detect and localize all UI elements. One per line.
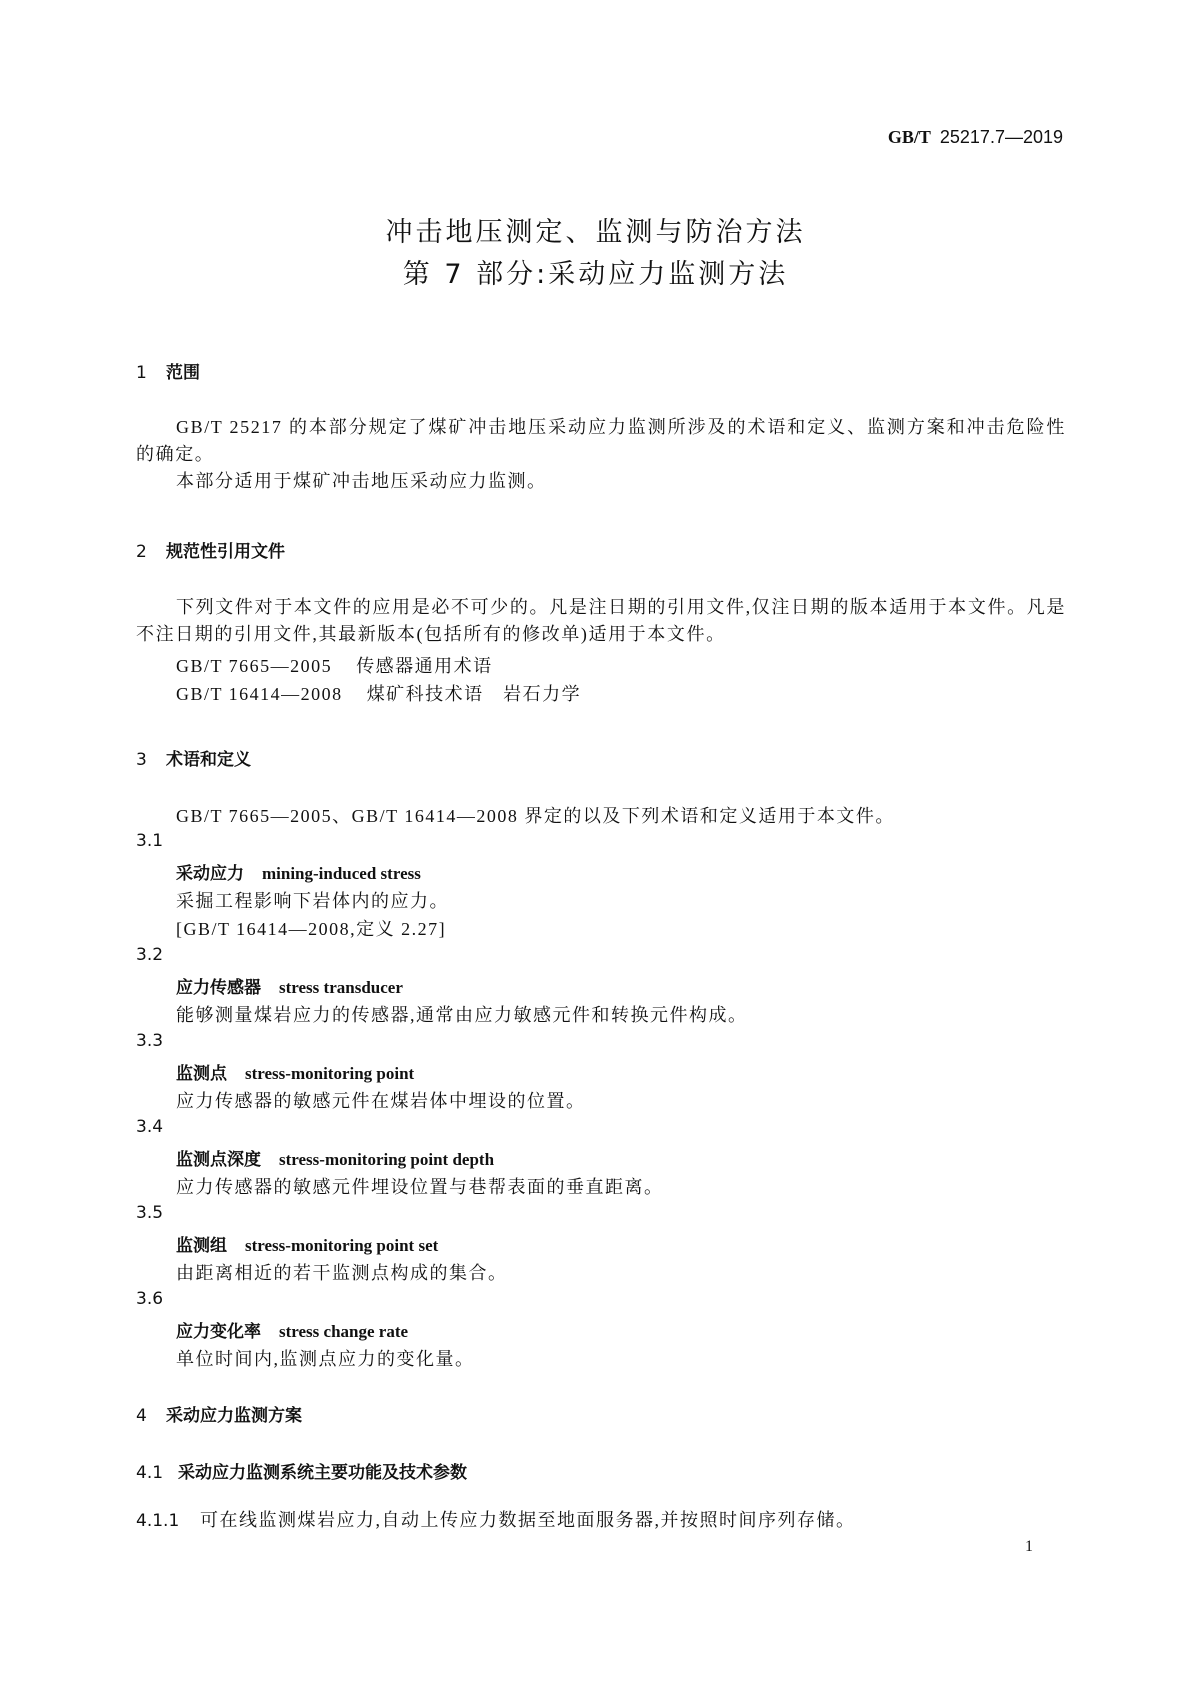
standard-code: 25217.7—2019	[939, 127, 1063, 147]
normative-refs-paragraph: 下列文件对于本文件的应用是必不可少的。凡是注日期的引用文件,仅注日期的版本适用于本文件。凡是不注日期的引用文件,其最新版本(包括所有的修改单)适用于本文件。	[136, 597, 1066, 644]
term-number: 3.2	[136, 945, 164, 965]
page-number: 1	[1025, 1538, 1033, 1555]
term-definition: 单位时间内,监测点应力的变化量。	[176, 1349, 475, 1369]
standard-number	[0, 127, 1063, 148]
term-number: 3.4	[136, 1117, 164, 1137]
term-number: 3.3	[136, 1031, 164, 1051]
term-heading: 监测点深度 stress-monitoring point depth	[176, 1150, 495, 1170]
term-definition: 应力传感器的敏感元件埋设位置与巷帮表面的垂直距离。	[176, 1177, 664, 1197]
document-title-line2: 第 7 部分:采动应力监测方法	[402, 259, 789, 290]
document-title-line1: 冲击地压测定、监测与防治方法	[385, 217, 806, 248]
terms-intro: GB/T 7665—2005、GB/T 16414—2008 界定的以及下列术语和定义适用于本文件。	[176, 806, 895, 826]
clause-4-1-1: 4.1.1 可在线监测煤岩应力,自动上传应力数据至地面服务器,并按照时间序列存储。	[136, 1510, 856, 1531]
term-number: 3.5	[136, 1203, 164, 1223]
scope-applicability: 本部分适用于煤矿冲击地压采动应力监测。	[176, 471, 547, 491]
term-heading: 采动应力 mining-induced stress	[176, 864, 421, 884]
section-heading-2: 2 规范性引用文件	[136, 542, 285, 562]
term-definition: 由距离相近的若干监测点构成的集合。	[176, 1263, 508, 1283]
section-heading-3: 3 术语和定义	[136, 750, 251, 770]
reference-item: GB/T 7665—2005 传感器通用术语	[176, 656, 493, 676]
term-heading: 监测点 stress-monitoring point	[176, 1064, 415, 1084]
term-heading: 应力变化率 stress change rate	[176, 1322, 409, 1342]
section-heading-4: 4 采动应力监测方案	[136, 1406, 302, 1426]
standard-prefix: GB/T	[887, 127, 931, 147]
term-heading: 应力传感器 stress transducer	[176, 978, 403, 998]
section-heading-1: 1 范围	[136, 363, 200, 383]
term-source: [GB/T 16414—2008,定义 2.27]	[176, 919, 447, 939]
term-number: 3.1	[136, 831, 164, 851]
scope-paragraph: GB/T 25217 的本部分规定了煤矿冲击地压采动应力监测所涉及的术语和定义、监测方案和冲击危险性的确定。	[136, 417, 1066, 464]
term-definition: 能够测量煤岩应力的传感器,通常由应力敏感元件和转换元件构成。	[176, 1005, 748, 1025]
term-definition: 应力传感器的敏感元件在煤岩体中埋设的位置。	[176, 1091, 586, 1111]
term-definition: 采掘工程影响下岩体内的应力。	[176, 891, 449, 911]
subsection-heading-4-1: 4.1 采动应力监测系统主要功能及技术参数	[136, 1463, 467, 1483]
term-number: 3.6	[136, 1289, 164, 1309]
reference-item: GB/T 16414—2008 煤矿科技术语 岩石力学	[176, 684, 582, 704]
term-heading: 监测组 stress-monitoring point set	[176, 1236, 439, 1256]
